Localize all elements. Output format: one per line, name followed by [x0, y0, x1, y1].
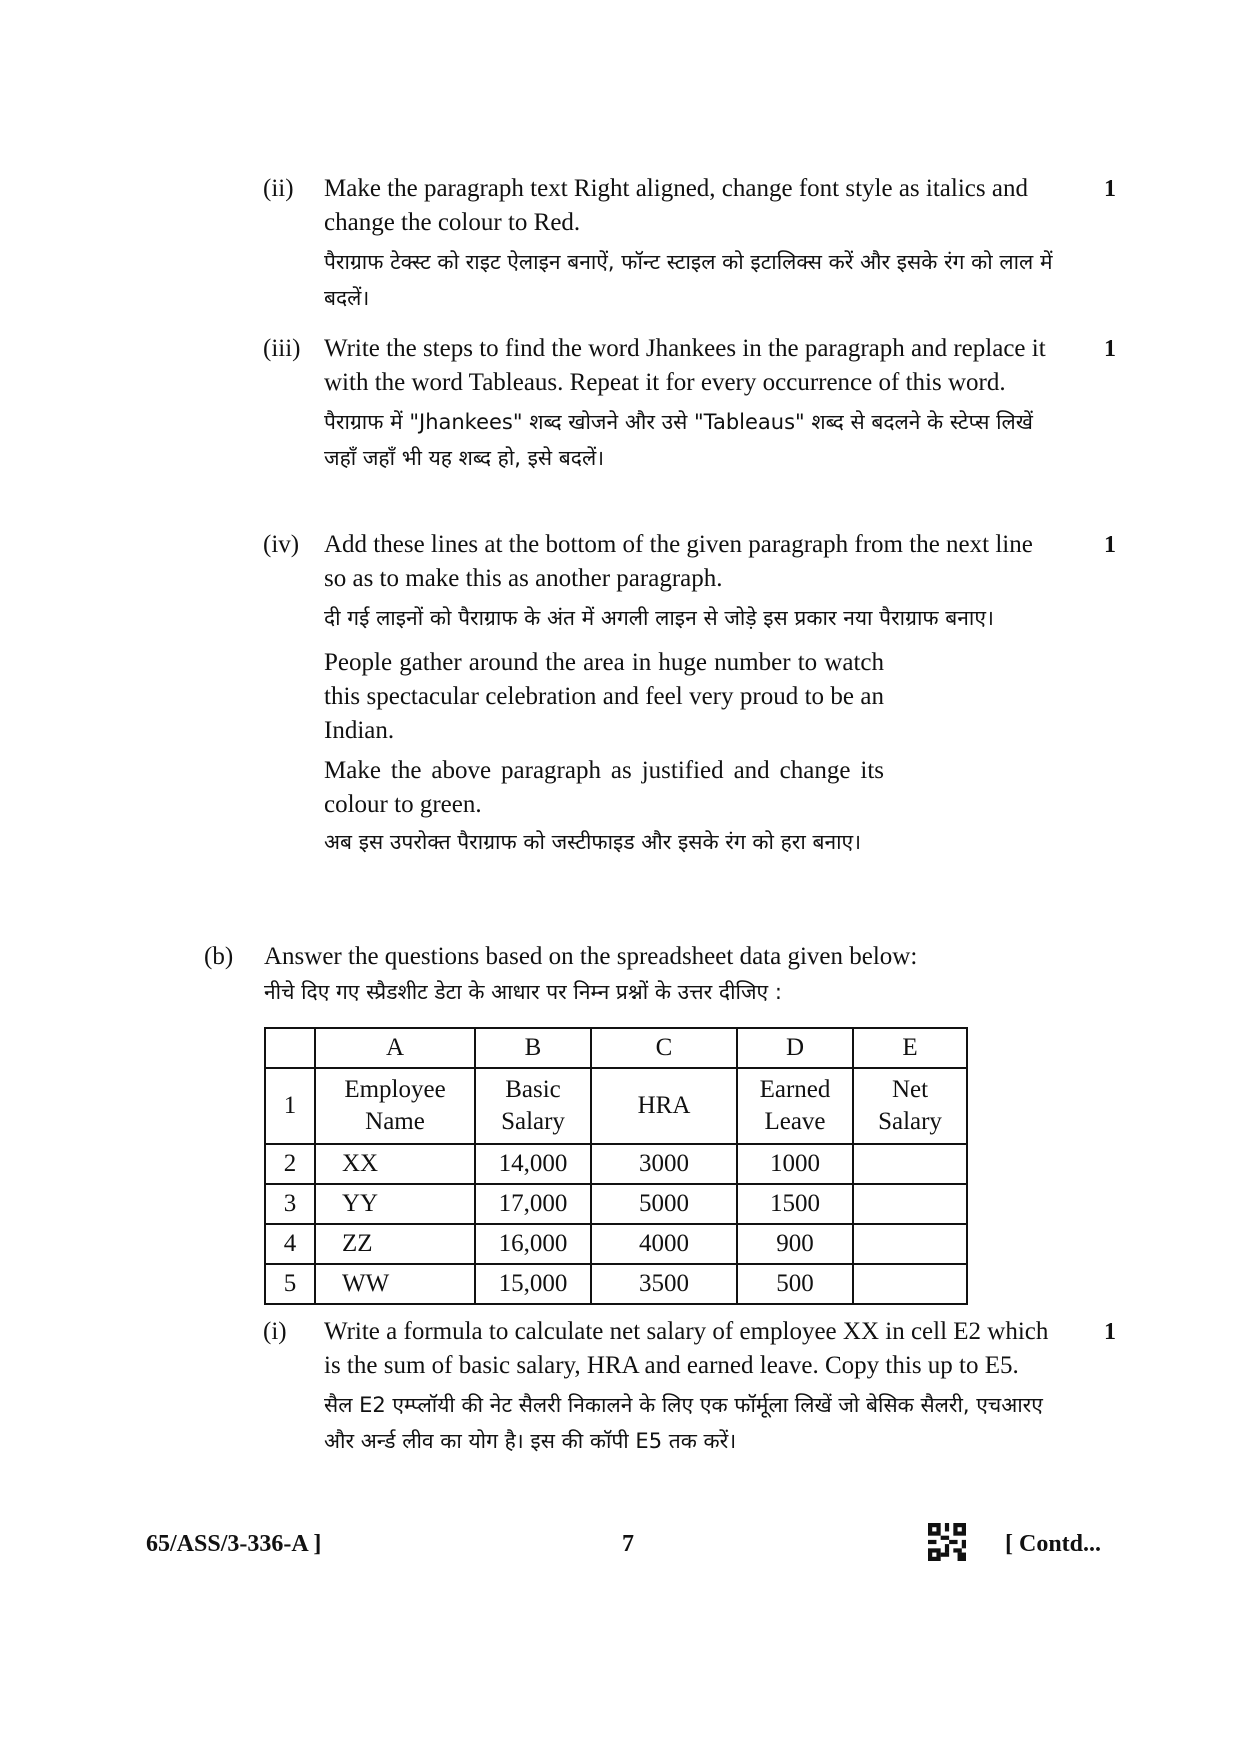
name-cell: XX: [315, 1144, 475, 1184]
table-row: [265, 1264, 967, 1304]
basic-cell: 17,000: [475, 1184, 591, 1224]
question-text-hindi: पैराग्राफ टेक्स्ट को राइट ऐलाइन बनाऐं, फॉन्ट स्टाइल को इटालिक्स करें और इसके रंग को लाल में बदलें।: [324, 250, 1053, 310]
column-header: D: [737, 1028, 853, 1068]
question-number: (i): [263, 1318, 287, 1345]
name-cell: ZZ: [315, 1224, 475, 1264]
header-line: Leave: [764, 1108, 826, 1135]
table-row: [265, 1068, 967, 1144]
question-text-hindi: नीचे दिए गए स्प्रैडशीट डेटा के आधार पर निम्न प्रश्नों के उत्तर दीजिए :: [264, 980, 782, 1004]
question-number: (iv): [263, 531, 300, 558]
question-number: (b): [204, 943, 234, 970]
row-number: 5: [265, 1264, 315, 1304]
marks: 1: [1104, 336, 1116, 362]
net-cell: [853, 1264, 967, 1304]
marks: 1: [1104, 1319, 1116, 1345]
column-header: E: [853, 1028, 967, 1068]
column-header: B: [475, 1028, 591, 1068]
question-body: [324, 528, 1060, 860]
header-line: HRA: [637, 1092, 691, 1119]
header-line: Earned: [759, 1076, 831, 1103]
instruction-hindi: अब इस उपरोक्त पैराग्राफ को जस्टीफाइड और इसके रंग को हरा बनाए।: [324, 830, 862, 854]
header-cell: [475, 1068, 591, 1144]
header-line: Salary: [501, 1108, 565, 1135]
name-cell: WW: [315, 1264, 475, 1304]
row-number: 2: [265, 1144, 315, 1184]
table-row: [265, 1144, 967, 1184]
column-header: A: [315, 1028, 475, 1068]
name-cell: YY: [315, 1184, 475, 1224]
hra-cell: 5000: [591, 1184, 737, 1224]
basic-cell: 15,000: [475, 1264, 591, 1304]
row-number: 3: [265, 1184, 315, 1224]
question-body: [264, 940, 1064, 1010]
question-number: (ii): [263, 175, 294, 202]
question-body: [324, 1315, 1060, 1459]
table-row: [265, 1184, 967, 1224]
question-text-english: Add these lines at the bottom of the given paragraph from the next line so as to make this as another paragraph.: [324, 531, 1033, 592]
row-number: 1: [265, 1068, 315, 1144]
page-number: 7: [622, 1531, 634, 1557]
question-text-english: Make the paragraph text Right aligned, change font style as italics and change the colour to Red.: [324, 175, 1028, 236]
question-text-english: Write a formula to calculate net salary of employee XX in cell E2 which is the sum of basic salary, HRA and earned leave. Copy this up to E5.: [324, 1318, 1049, 1379]
header-line: Basic: [505, 1076, 561, 1103]
column-header-row: [265, 1028, 967, 1068]
corner-cell: [265, 1028, 315, 1068]
header-cell: [315, 1068, 475, 1144]
net-cell: [853, 1184, 967, 1224]
net-cell: [853, 1224, 967, 1264]
spreadsheet-table: [264, 1027, 968, 1305]
header-line: Name: [365, 1108, 425, 1135]
header-cell: [591, 1068, 737, 1144]
question-number: (iii): [263, 335, 301, 362]
net-cell: [853, 1144, 967, 1184]
basic-cell: 14,000: [475, 1144, 591, 1184]
question-text-english: Answer the questions based on the spreadsheet data given below:: [264, 943, 918, 970]
row-number: 4: [265, 1224, 315, 1264]
basic-cell: 16,000: [475, 1224, 591, 1264]
hra-cell: 4000: [591, 1224, 737, 1264]
instruction-english: Make the above paragraph as justified and change its colour to green.: [324, 757, 884, 818]
hra-cell: 3500: [591, 1264, 737, 1304]
header-line: Employee: [344, 1076, 446, 1103]
question-text-hindi: दी गई लाइनों को पैराग्राफ के अंत में अगली लाइन से जोड़े इस प्रकार नया पैराग्राफ बनाए।: [324, 606, 994, 630]
header-cell: [737, 1068, 853, 1144]
leave-cell: 1500: [737, 1184, 853, 1224]
header-cell: [853, 1068, 967, 1144]
marks: 1: [1104, 532, 1116, 558]
header-line: Net: [891, 1076, 929, 1103]
column-header: C: [591, 1028, 737, 1068]
question-text-english: Write the steps to find the word Jhankees in the paragraph and replace it with the word Tableaus. Repeat it for every occurrence of this word.: [324, 335, 1046, 396]
leave-cell: 900: [737, 1224, 853, 1264]
question-body: [324, 332, 1060, 476]
quoted-paragraph: People gather around the area in huge number to watch this spectacular celebration and feel very proud to be an Indian.: [324, 649, 884, 744]
header-line: Salary: [878, 1108, 942, 1135]
hra-cell: 3000: [591, 1144, 737, 1184]
continued-label: [ Contd...: [1005, 1531, 1102, 1557]
marks: 1: [1104, 176, 1116, 202]
leave-cell: 500: [737, 1264, 853, 1304]
paper-code: 65/ASS/3-336-A ]: [146, 1531, 322, 1557]
qr-code-icon: [928, 1522, 966, 1562]
question-body: [324, 172, 1060, 316]
question-text-hindi: सैल E2 एम्प्लॉयी की नेट सैलरी निकालने के लिए एक फॉर्मूला लिखें जो बेसिक सैलरी, एचआरए और अर्न्ड लीव का योग है। इस की कॉपी E5 तक करें।: [324, 1393, 1043, 1453]
leave-cell: 1000: [737, 1144, 853, 1184]
table-row: [265, 1224, 967, 1264]
question-text-hindi: पैराग्राफ में "Jhankees" शब्द खोजने और उसे "Tableaus" शब्द से बदलने के स्टेप्स लिखें जहाँ जहाँ भी यह शब्द हो, इसे बदलें।: [324, 410, 1033, 470]
